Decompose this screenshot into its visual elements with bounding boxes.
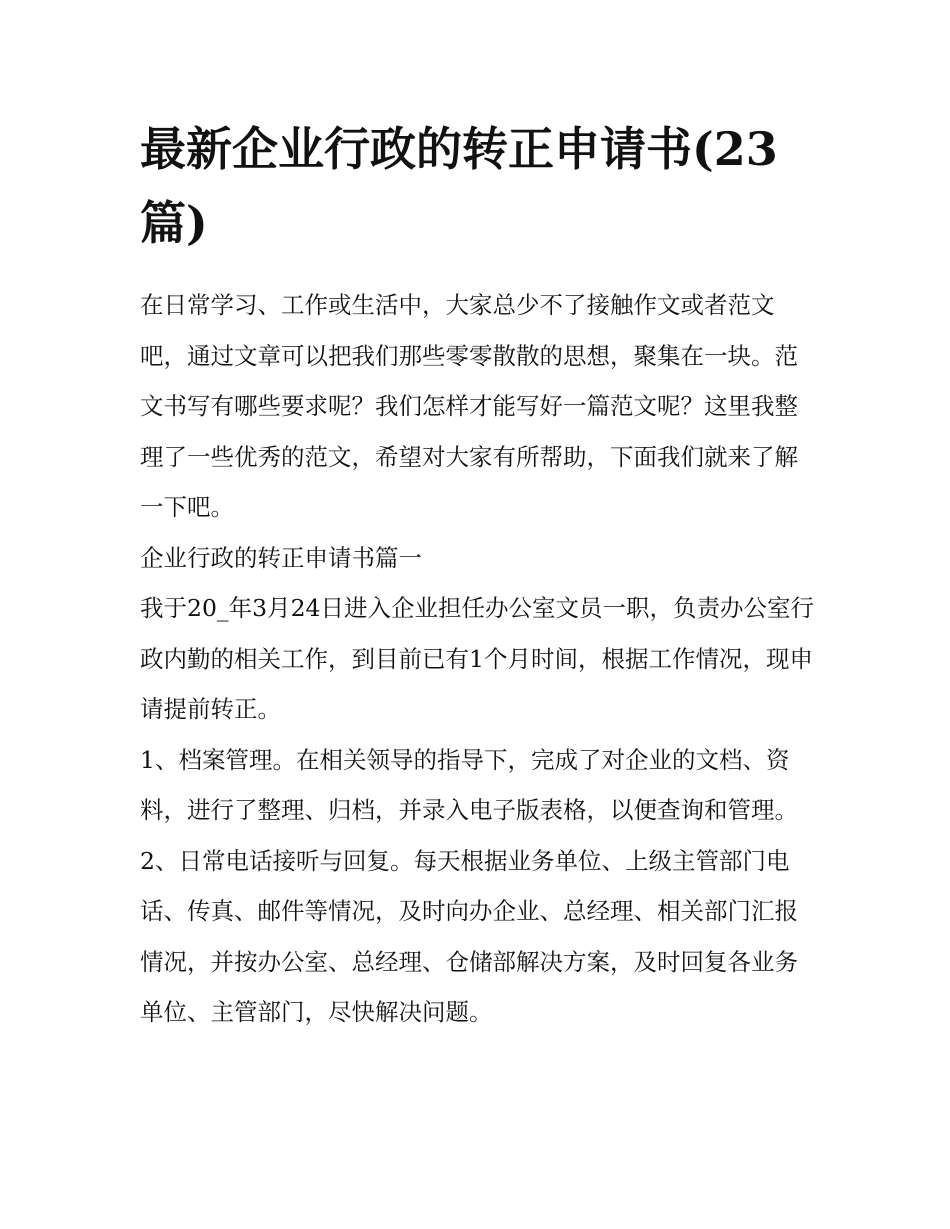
- document-body: [140, 112, 820, 1038]
- body-paragraph-2: 1、档案管理。在相关领导的指导下，完成了对企业的文档、资料，进行了整理、归档，并录入电子版表格，以便查询和管理。: [140, 745, 798, 824]
- body-paragraph-3: 2、日常电话接听与回复。每天根据业务单位、上级主管部门电话、传真、邮件等情况，及时向办企业、总经理、相关部门汇报情况，并按办公室、总经理、仓储部解决方案，及时回复各业务单位、主管部门，尽快解决问题。: [140, 846, 798, 1026]
- body-paragraph-1: 我于20_年3月24日进入企业担任办公室文员一职，负责办公室行政内勤的相关工作，到目前已有1个月时间，根据工作情况，现申请提前转正。: [140, 594, 815, 723]
- intro-paragraph: 在日常学习、工作或生活中，大家总少不了接触作文或者范文吧，通过文章可以把我们那些零零散散的思想，聚集在一块。范文书写有哪些要求呢？我们怎样才能写好一篇范文呢？这里我整理了一些优秀的范文，希望对大家有所帮助，下面我们就来了解一下吧。: [140, 291, 798, 521]
- section-heading: 企业行政的转正申请书篇一: [140, 543, 422, 572]
- document-title: 最新企业行政的转正申请书(23篇): [140, 122, 778, 250]
